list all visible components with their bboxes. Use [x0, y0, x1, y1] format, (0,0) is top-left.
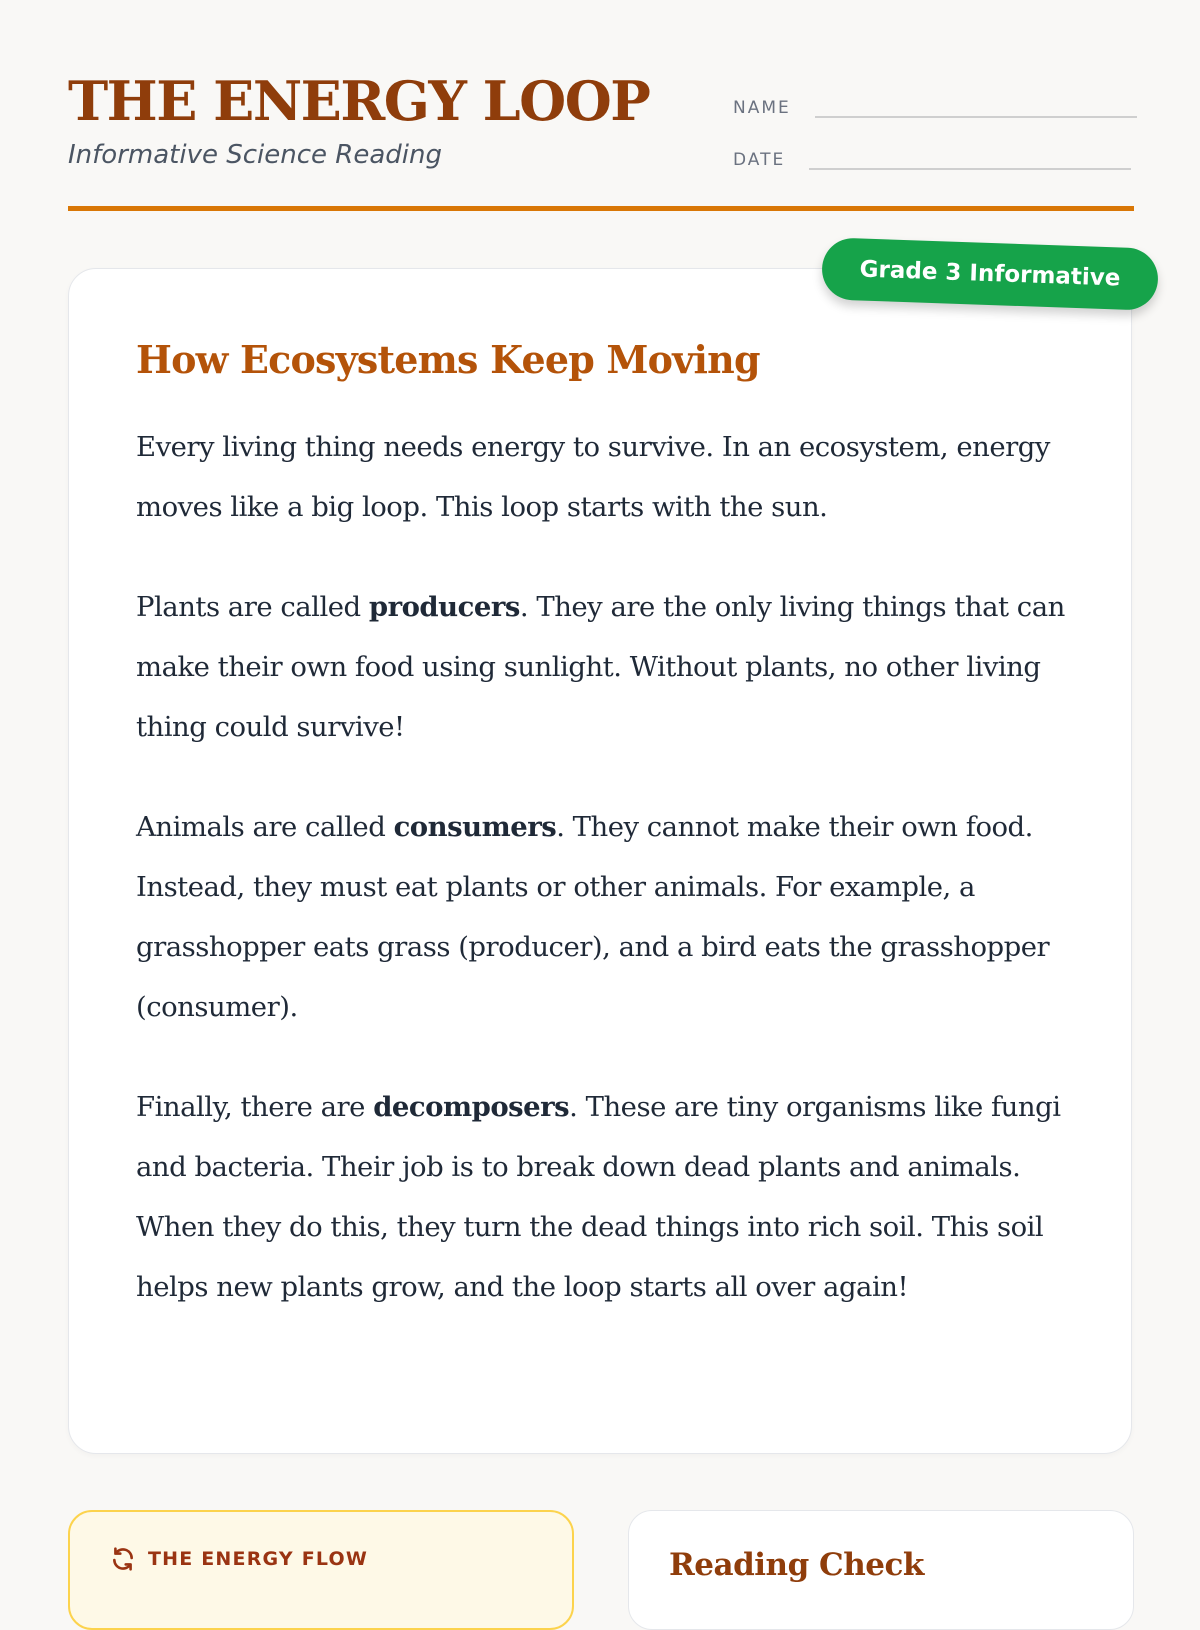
- energy-flow-panel: [68, 1510, 574, 1630]
- article-card: [68, 268, 1132, 1454]
- refresh-icon: [110, 1546, 136, 1572]
- paragraph-1: Every living thing needs energy to survive. In an ecosystem, energy moves like a big loop. This loop starts with the sun.: [136, 431, 1050, 523]
- date-field[interactable]: [733, 138, 1137, 178]
- article-title: How Ecosystems Keep Moving: [136, 337, 760, 382]
- reading-check-panel: [628, 1510, 1134, 1630]
- article-body: [136, 417, 1076, 1357]
- date-line[interactable]: [809, 168, 1131, 170]
- paragraph-2: Plants are called producers. They are the only living things that can make their own food using sunlight. Without plants, no other living thing could survive!: [136, 591, 1065, 743]
- worksheet-title: THE ENERGY LOOP: [68, 69, 650, 133]
- reading-check-title: Reading Check: [669, 1547, 924, 1583]
- date-label: DATE: [733, 150, 786, 170]
- energy-flow-heading: [110, 1546, 368, 1572]
- name-field[interactable]: [733, 86, 1137, 126]
- term-decomposers: decomposers: [373, 1091, 570, 1123]
- header-divider: [68, 206, 1134, 211]
- energy-flow-label: THE ENERGY FLOW: [148, 1548, 369, 1570]
- paragraph-4: Finally, there are decomposers. These are tiny organisms like fungi and bacteria. Their job is to break down dead plants and animals. When they do this, they turn the dead things into rich soil. This soil helps new plants grow, and the loop starts all over again!: [136, 1091, 1061, 1303]
- term-consumers: consumers: [393, 811, 557, 843]
- name-line[interactable]: [815, 116, 1137, 118]
- paragraph-3: Animals are called consumers. They cannot make their own food. Instead, they must eat plants or other animals. For example, a grasshopper eats grass (producer), and a bird eats the grasshopper (consumer).: [136, 811, 1050, 1023]
- term-producers: producers: [368, 591, 520, 623]
- name-label: NAME: [733, 98, 791, 118]
- grade-badge: Grade 3 Informative: [821, 237, 1159, 311]
- worksheet-header: [68, 66, 1134, 214]
- worksheet-subtitle: Informative Science Reading: [68, 140, 442, 170]
